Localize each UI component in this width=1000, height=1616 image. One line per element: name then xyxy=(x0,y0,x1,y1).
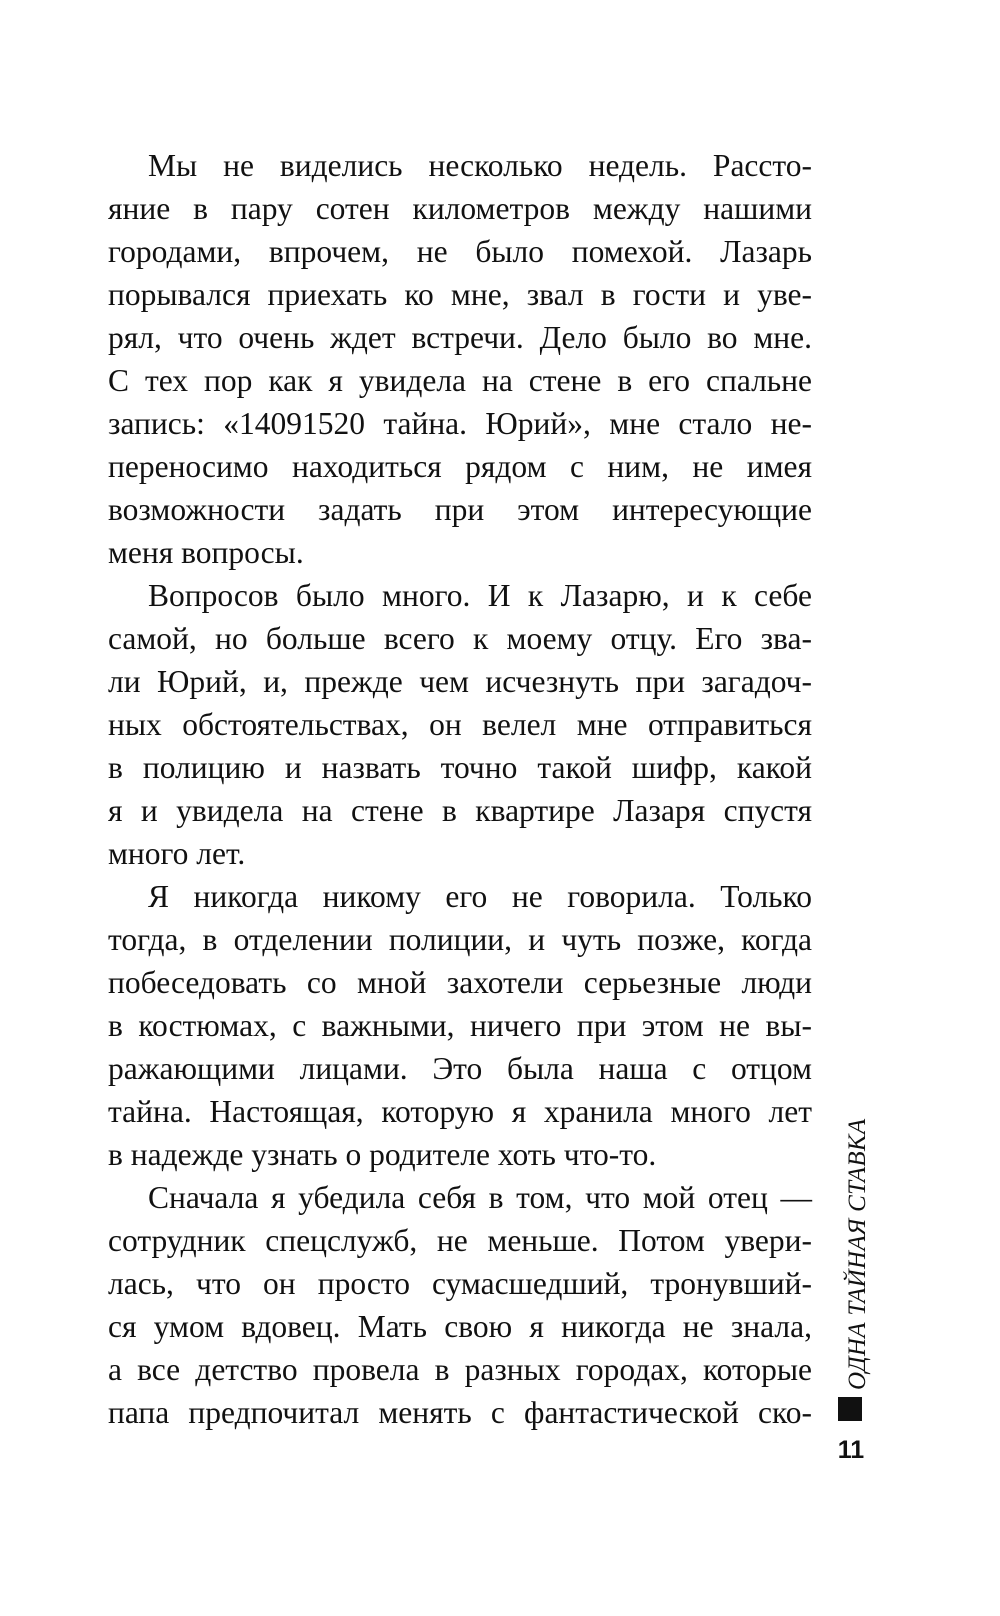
text-line: порывался приехать ко мне, звал в гости и уве- xyxy=(108,277,812,312)
text-line: Мы не виделись несколько недель. Рассто- xyxy=(148,148,812,183)
text-line: лась, что он просто сумасшедший, тронувший- xyxy=(108,1266,812,1301)
text-line: яние в пару сотен километров между нашими xyxy=(108,191,812,226)
text-line: тогда, в отделении полиции, и чуть позже, когда xyxy=(108,922,812,957)
text-line: ся умом вдовец. Мать свою я никогда не знала, xyxy=(108,1309,812,1344)
text-line: много лет. xyxy=(108,836,246,871)
text-line: запись: «14091520 тайна. Юрий», мне стало не- xyxy=(108,406,812,441)
text-line: побеседовать со мной захотели серьезные люди xyxy=(108,965,812,1000)
text-line: сотрудник спецслужб, не меньше. Потом увери- xyxy=(108,1223,812,1258)
text-line: папа предпочитал менять с фантастической ско- xyxy=(108,1395,812,1430)
text-line: городами, впрочем, не было помехой. Лазарь xyxy=(108,234,812,269)
paragraph-2 xyxy=(108,574,812,875)
paragraph-1 xyxy=(108,144,812,574)
text-line: С тех пор как я увидела на стене в его спальне xyxy=(108,363,812,398)
paragraph-4 xyxy=(108,1176,812,1434)
text-line: я и увидела на стене в квартире Лазаря спустя xyxy=(108,793,812,828)
text-line: возможности задать при этом интересующие xyxy=(108,492,812,527)
text-line: в надежде узнать о родителе хоть что-то. xyxy=(108,1137,657,1172)
running-title: ОДНА ТАЙНАЯ СТАВКА xyxy=(844,1118,871,1390)
text-line: в костюмах, с важными, ничего при этом не вы- xyxy=(108,1008,812,1043)
text-line: Вопросов было много. И к Лазарю, и к себе xyxy=(148,578,812,613)
text-line: ражающими лицами. Это была наша с отцом xyxy=(108,1051,812,1086)
text-line: рял, что очень ждет встречи. Дело было во мне. xyxy=(108,320,812,355)
text-line: ных обстоятельствах, он велел мне отправиться xyxy=(108,707,812,742)
text-line: в полицию и назвать точно такой шифр, какой xyxy=(108,750,812,785)
text-line: Сначала я убедила себя в том, что мой отец — xyxy=(148,1180,812,1215)
text-line: переносимо находиться рядом с ним, не имея xyxy=(108,449,812,484)
text-line: самой, но больше всего к моему отцу. Его зва- xyxy=(108,621,812,656)
paragraph-3 xyxy=(108,875,812,1176)
text-line: ли Юрий, и, прежде чем исчезнуть при загадоч- xyxy=(108,664,812,699)
text-line: тайна. Настоящая, которую я хранила много лет xyxy=(108,1094,812,1129)
text-line: Я никогда никому его не говорила. Только xyxy=(148,879,812,914)
text-line: а все детство провела в разных городах, которые xyxy=(108,1352,812,1387)
text-line: меня вопросы. xyxy=(108,535,304,570)
page-number: 11 xyxy=(837,1436,865,1464)
running-title-marker xyxy=(838,1397,862,1421)
body-text xyxy=(108,144,812,1434)
